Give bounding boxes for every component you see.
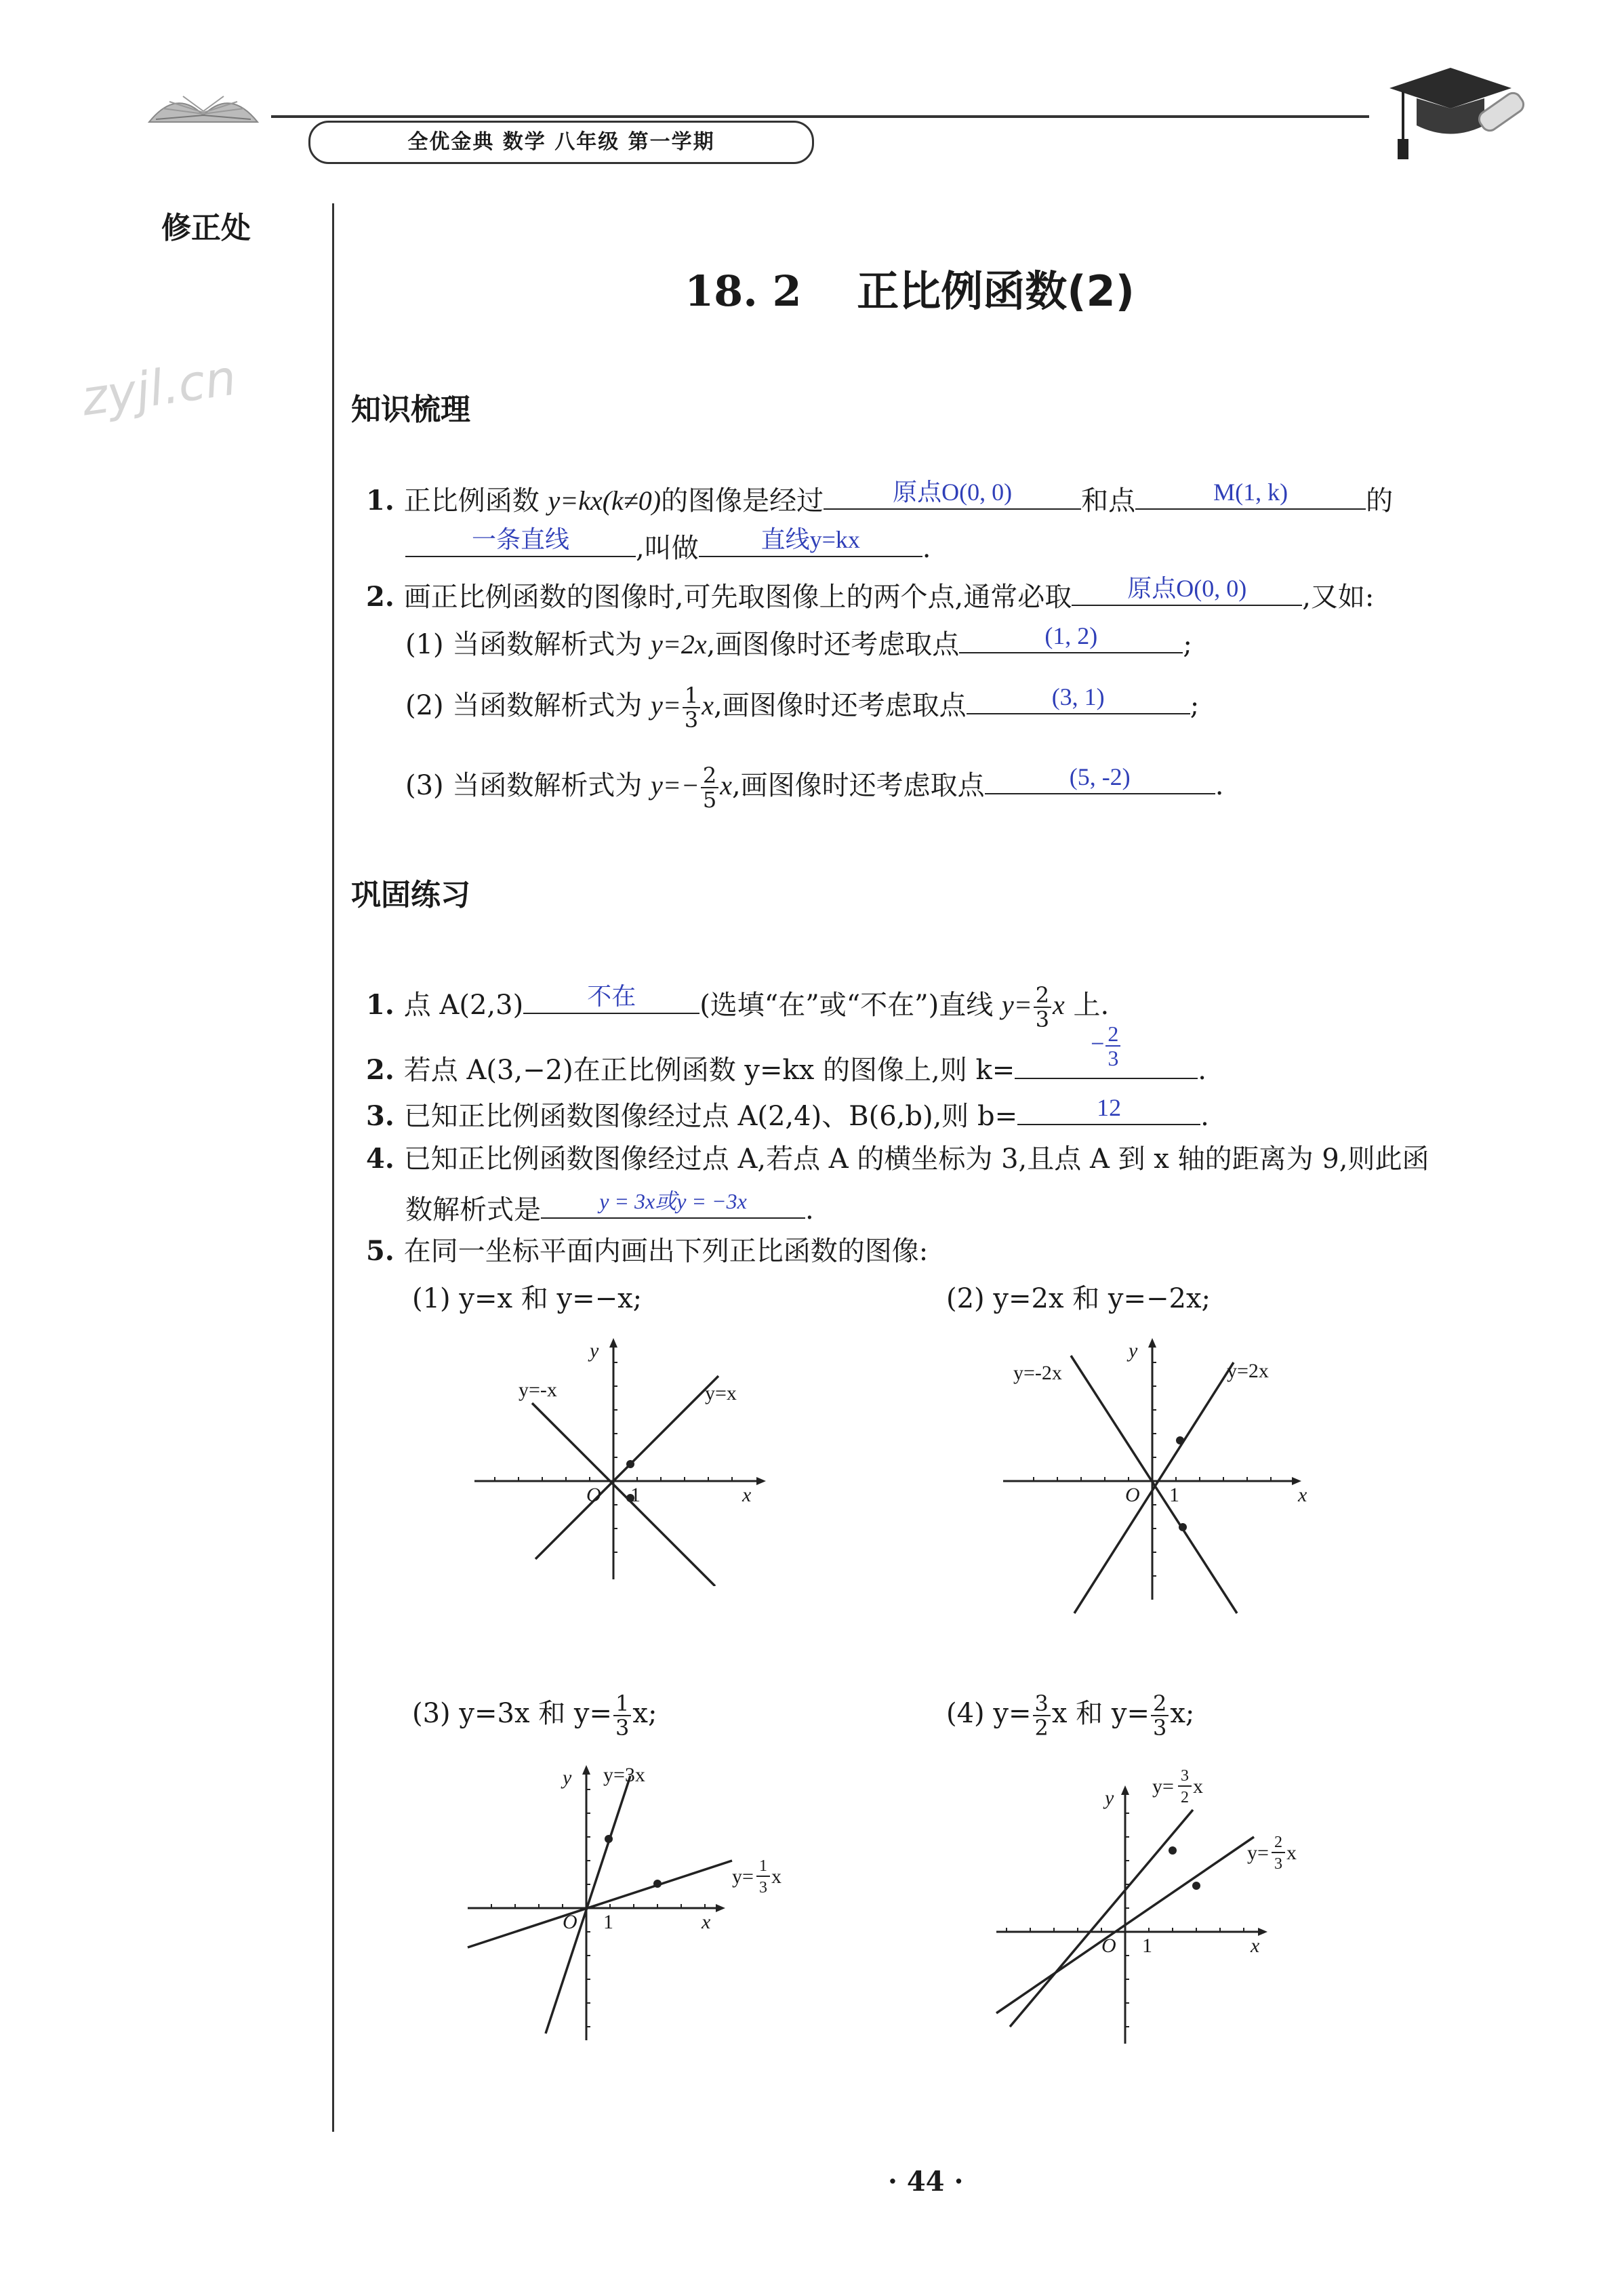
y-axis-arrow [1121,1785,1129,1795]
practice-q4-line2 [405,1186,814,1229]
question-number: 4. [366,1143,394,1175]
numerator: 3 [1033,1692,1051,1716]
practice-q2 [366,1021,1206,1089]
x-axis-arrow [756,1477,766,1485]
answer-text: (3, 1) [1051,683,1105,710]
line-b-numerator: 2 [1274,1834,1282,1851]
q-formula: y= [1001,990,1032,1020]
line-b-label-pre: y= [732,1865,754,1888]
graph-3 [461,1756,786,2054]
fraction [1151,1692,1169,1739]
q5-part3-label [412,1692,657,1739]
page-title [685,258,1135,318]
q-text: 若点 A(3,−2)在正比例函数 y=kx 的图像上,则 k= [403,1055,1015,1086]
y-axis-label: y [563,1766,572,1789]
origin-label: O [1125,1484,1140,1506]
practice-q3 [366,1093,1209,1135]
point-1-2 [1176,1436,1184,1444]
q-text: 数解析式是 [405,1194,541,1226]
q-formula: x [720,770,732,801]
point-1-3 [605,1835,613,1843]
header-banner [308,121,814,164]
q-text: 和点 [1081,485,1136,517]
section-number: 18. 2 [685,266,802,316]
q-text: ; [1190,690,1200,721]
answer-text: 原点O(0, 0) [893,479,1013,506]
knowledge-q2-sub1 [405,621,1192,664]
denominator: 3 [1035,1007,1050,1032]
knowledge-q2-line1 [366,573,1374,616]
answer-text: (1, 2) [1044,622,1098,649]
book-title: 全优金典 数学 八年级 第一学期 [407,130,715,154]
q-text: (4) y= [946,1698,1032,1729]
q-text: 的 [1366,485,1394,517]
answer-blank [541,1186,805,1219]
point-3-1 [653,1880,662,1888]
denominator: 3 [1152,1715,1167,1741]
answer-text: M(1, k) [1213,479,1288,506]
q-text: 上. [1064,990,1110,1021]
x-axis-label: x [702,1911,711,1933]
q-text: 在同一坐标平面内画出下列正比函数的图像: [403,1236,929,1267]
q-text: (2) 当函数解析式为 [405,690,651,721]
question-number: 1. [366,989,394,1021]
graph-4 [990,1756,1315,2054]
q-text: x; [1170,1698,1195,1729]
question-number: 2. [366,1054,394,1086]
q-text: . [1198,1055,1206,1086]
margin-label: 修正处 [161,211,251,245]
point-1-neg2 [1179,1523,1187,1531]
practice-heading: 巩固练习 [351,878,470,912]
answer-fraction [1015,1022,1198,1070]
line-b-denominator: 3 [1274,1855,1282,1873]
answer-text: 不在 [587,983,636,1010]
line-a-label: y=-x [519,1379,557,1401]
x-axis-label: x [1251,1935,1260,1957]
graph-1 [468,1329,779,1586]
section-title: 正比例函数(2) [857,266,1135,316]
denominator: 5 [702,787,717,813]
numerator: 2 [701,764,718,788]
denominator: 3 [615,1715,630,1741]
line-a-numerator: 3 [1181,1767,1189,1785]
q-text: (选填“在”或“不在”)直线 [699,990,1002,1021]
answer-blank [959,621,1183,653]
practice-q4-line1 [366,1140,1429,1178]
line-b-label-post: x [1286,1842,1297,1864]
fraction [683,684,700,731]
denominator: 3 [1108,1046,1119,1070]
q-text: . [805,1194,814,1226]
line-y-eq-x [535,1376,718,1559]
q-text: . [1215,770,1224,801]
line-a-label-pre: y= [1152,1775,1174,1798]
question-number: 3. [366,1100,394,1132]
q5-part4-label [946,1692,1194,1739]
line-b-label-pre: y= [1247,1842,1269,1864]
line-y-eq-neg-x [532,1403,715,1586]
knowledge-heading: 知识梳理 [351,392,470,427]
x-axis-label: x [742,1484,752,1506]
denominator: 3 [684,707,699,733]
answer-blank [967,682,1190,714]
answer-blank [1135,477,1366,510]
y-axis-label: y [1105,1787,1114,1809]
line-a-label: y=3x [603,1764,645,1786]
line-y-eq-third-x [468,1861,732,1947]
tick-label: 1 [603,1911,613,1933]
answer-text: y = 3x或y = −3x [599,1189,747,1213]
answer-blank [1017,1093,1200,1125]
tick-label: 1 [1169,1484,1179,1506]
q-text: 已知正比例函数图像经过点 A,若点 A 的横坐标为 3,且点 A 到 x 轴的距离为 9,则此函 [403,1144,1429,1175]
q-text: (1) 当函数解析式为 [405,629,651,660]
q-text: ,画图像时还考虑取点 [731,770,985,801]
numerator: 1 [683,684,700,708]
answer-text: (5, -2) [1069,763,1131,790]
q-formula: y= [651,690,681,721]
q-formula: x [1053,990,1065,1020]
tick-label: 1 [630,1484,641,1506]
x-axis-arrow [716,1904,725,1912]
line-a-denominator: 2 [1181,1789,1189,1806]
y-axis-label: y [1129,1339,1138,1362]
graduation-cap-icon [1376,61,1532,169]
origin-label: O [1101,1935,1116,1957]
q-text: (3) 当函数解析式为 [405,770,651,801]
q-text: ,叫做 [636,533,699,564]
q-text: x; [632,1698,657,1729]
y-axis-arrow [582,1765,590,1775]
q5-part1-label: (1) y=x 和 y=−x; [412,1283,643,1314]
q-text: (3) y=3x 和 y= [412,1698,613,1729]
q-formula: x [702,690,714,721]
answer-blank [1015,1021,1198,1079]
q-text: 的图像是经过 [661,485,824,517]
header-rule [271,115,1369,118]
q-formula: y=2x [651,629,707,660]
answer-blank [985,762,1215,794]
answer-blank [523,981,699,1014]
answer-text: 直线y=kx [760,526,860,553]
q-text: 正比例函数 [403,485,548,517]
line-b-numerator: 1 [759,1857,767,1875]
line-b-denominator: 3 [759,1879,767,1897]
q-text: ; [1183,629,1192,660]
answer-blank [1072,573,1302,606]
y-axis-arrow [609,1338,617,1348]
q-text: . [922,533,931,564]
question-number: 1. [366,485,394,517]
point-3-2 [1192,1882,1200,1890]
point-2-3 [1169,1846,1177,1855]
numerator: 2 [1034,984,1051,1008]
book-icon [142,75,264,129]
line-b-label: y=x [705,1382,737,1404]
q-text: ,画图像时还考虑取点 [706,629,960,660]
question-number: 5. [366,1235,394,1267]
point-1-1 [626,1460,634,1468]
q-formula: y=− [651,770,699,801]
denominator: 2 [1034,1715,1049,1741]
line-a-label-post: x [1193,1775,1203,1798]
y-axis-label: y [590,1339,599,1362]
answer-blank [405,525,636,557]
question-number: 2. [366,581,394,613]
answer-text: 12 [1097,1094,1122,1121]
knowledge-q1-line2 [405,525,931,567]
fraction [1105,1022,1120,1070]
numerator: 1 [613,1692,631,1716]
page-number: · 44 · [888,2166,964,2198]
practice-q5 [366,1232,928,1270]
line-a-label: y=-2x [1013,1362,1062,1384]
tick-label: 1 [1142,1935,1152,1957]
line-b-label-post: x [771,1865,781,1888]
q-text: . [1200,1101,1209,1132]
fraction [1033,1692,1051,1739]
knowledge-q2-sub3 [405,762,1223,811]
margin-divider [332,203,334,2132]
y-axis-arrow [1148,1338,1156,1348]
answer-text: 原点O(0, 0) [1127,575,1247,602]
q-text: ,画图像时还考虑取点 [713,690,967,721]
q-formula: y=kx(k≠0) [548,485,662,516]
line-y-eq-3-2-x [1010,1810,1193,2027]
knowledge-q1-line1 [366,477,1393,520]
q5-part2-label: (2) y=2x 和 y=−2x; [946,1283,1211,1314]
fraction [701,764,718,811]
answer-sign: − [1091,1030,1105,1057]
q-text: 已知正比例函数图像经过点 A(2,4)、B(6,b),则 b= [403,1101,1018,1132]
knowledge-q2-sub2 [405,682,1199,731]
practice-q1 [366,981,1109,1031]
x-axis-label: x [1298,1484,1307,1506]
origin-label: O [563,1911,577,1933]
answer-blank [824,477,1081,510]
q-text: x 和 y= [1051,1698,1150,1729]
origin-label: O [586,1484,601,1506]
line-b-label: y=2x [1227,1360,1269,1382]
answer-text: 一条直线 [471,526,569,553]
numerator: 2 [1151,1692,1169,1716]
q-text: 画正比例函数的图像时,可先取图像上的两个点,通常必取 [403,582,1072,613]
q-text: 点 A(2,3) [403,990,524,1021]
fraction [613,1692,631,1739]
graph-2 [996,1329,1322,1620]
line-y-eq-3x [546,1776,630,2033]
numerator: 2 [1105,1022,1120,1047]
answer-blank [699,525,922,557]
watermark: zyjl.cn [78,348,240,427]
q-text: ,又如: [1302,582,1375,613]
